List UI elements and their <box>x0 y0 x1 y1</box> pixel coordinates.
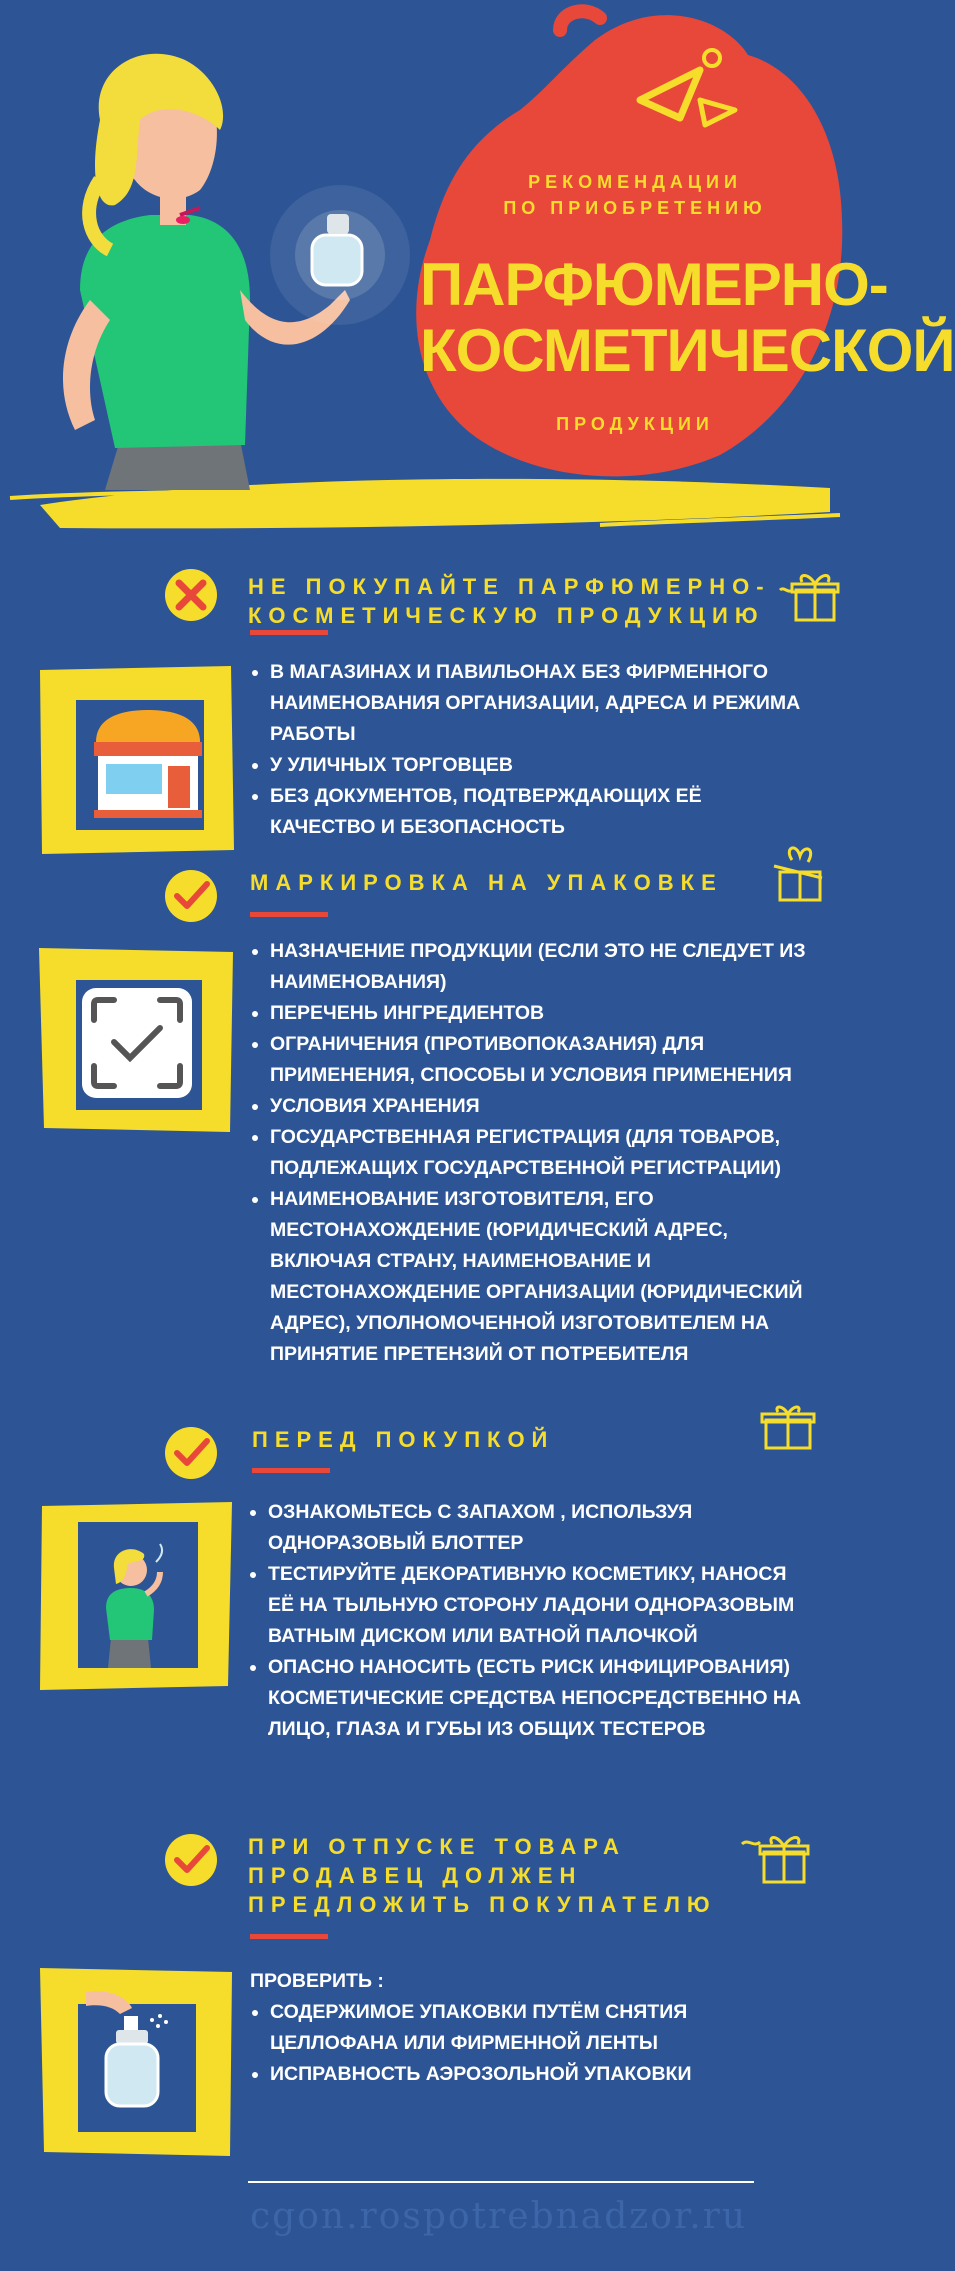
list-item: НАЗНАЧЕНИЕ ПРОДУКЦИИ (ЕСЛИ ЭТО НЕ СЛЕДУЕТ ИЗ НАИМЕНОВАНИЯ) <box>250 936 820 998</box>
list-item: УСЛОВИЯ ХРАНЕНИЯ <box>250 1091 820 1122</box>
list-item: ОГРАНИЧЕНИЯ (ПРОТИВОПОКАЗАНИЯ) ДЛЯ ПРИМЕНЕНИЯ, СПОСОБЫ И УСЛОВИЯ ПРИМЕНЕНИЯ <box>250 1029 820 1091</box>
header-big2: КОСМЕТИЧЕСКОЙ <box>420 317 955 384</box>
check-mark-icon <box>163 1425 219 1481</box>
section2-divider <box>250 912 328 917</box>
gift-icon <box>778 568 840 624</box>
section3-image-frame <box>36 1498 236 1693</box>
woman-perfume-illustration <box>63 54 410 490</box>
scan-check-icon <box>82 988 192 1098</box>
section2-title-line1: МАРКИРОВКА НА УПАКОВКЕ <box>250 870 723 895</box>
list-item: ТЕСТИРУЙТЕ ДЕКОРАТИВНУЮ КОСМЕТИКУ, НАНОСЯ ЕЁ НА ТЫЛЬНУЮ СТОРОНУ ЛАДОНИ ОДНОРАЗОВЫМ ВАТНЫМ ДИСКОМ ИЛИ ВАТНОЙ ПАЛОЧКОЙ <box>248 1559 808 1652</box>
list-item: НАИМЕНОВАНИЕ ИЗГОТОВИТЕЛЯ, ЕГО МЕСТОНАХОЖДЕНИЕ (ЮРИДИЧЕСКИЙ АДРЕС, ВКЛЮЧАЯ СТРАНУ, НАИМЕНОВАНИЕ И МЕСТОНАХОЖДЕНИЕ ОРГАНИЗАЦИИ (ЮРИДИЧЕСКИЙ АДРЕС), УПОЛНОМОЧЕННОЙ ИЗГОТОВИТЕЛЕМ НА ПРИНЯТИЕ ПРЕТЕНЗИЙ ОТ ПОТРЕБИТЕЛЯ <box>250 1184 820 1370</box>
footer-url: cgon.rospotrebnadzor.ru <box>250 2196 748 2237</box>
section1-title <box>248 572 771 630</box>
section3-list <box>248 1497 808 1745</box>
section1-list <box>250 657 810 843</box>
list-item: БЕЗ ДОКУМЕНТОВ, ПОДТВЕРЖДАЮЩИХ ЕЁ КАЧЕСТВО И БЕЗОПАСНОСТЬ <box>250 781 810 843</box>
section1-divider <box>250 630 328 635</box>
gift-icon <box>770 838 830 904</box>
section4-title-line1: ПРИ ОТПУСКЕ ТОВАРА <box>248 1834 626 1859</box>
section3-divider <box>252 1468 330 1473</box>
section4-divider <box>250 1934 328 1939</box>
list-item: ПЕРЕЧЕНЬ ИНГРЕДИЕНТОВ <box>250 998 820 1029</box>
list-item: ИСПРАВНОСТЬ АЭРОЗОЛЬНОЙ УПАКОВКИ <box>250 2059 810 2090</box>
section1-image-frame <box>36 660 236 860</box>
section4-list <box>250 1997 810 2090</box>
section4-title <box>248 1832 717 1919</box>
section2-list <box>250 936 820 1370</box>
shop-icon <box>94 710 202 818</box>
section1-title-line2: КОСМЕТИЧЕСКУЮ ПРОДУКЦИЮ <box>248 603 765 628</box>
list-item: ОЗНАКОМЬТЕСЬ С ЗАПАХОМ , ИСПОЛЬЗУЯ ОДНОРАЗОВЫЙ БЛОТТЕР <box>248 1497 808 1559</box>
list-item: В МАГАЗИНАХ И ПАВИЛЬОНАХ БЕЗ ФИРМЕННОГО НАИМЕНОВАНИЯ ОРГАНИЗАЦИИ, АДРЕСА И РЕЖИМА РАБОТЫ <box>250 657 810 750</box>
section4-title-line3: ПРЕДЛОЖИТЬ ПОКУПАТЕЛЮ <box>248 1892 717 1917</box>
section4-title-line2: ПРОДАВЕЦ ДОЛЖЕН <box>248 1863 583 1888</box>
section2-title <box>250 868 723 897</box>
footer-divider <box>248 2181 754 2183</box>
section4-lead: ПРОВЕРИТЬ : <box>250 1970 384 1992</box>
list-item: ГОСУДАРСТВЕННАЯ РЕГИСТРАЦИЯ (ДЛЯ ТОВАРОВ, ПОДЛЕЖАЩИХ ГОСУДАРСТВЕННОЙ РЕГИСТРАЦИИ) <box>250 1122 820 1184</box>
gift-icon <box>740 1830 810 1886</box>
section3-title <box>252 1425 554 1454</box>
check-mark-icon <box>163 1832 219 1888</box>
x-mark-icon <box>163 567 219 623</box>
list-item: У УЛИЧНЫХ ТОРГОВЦЕВ <box>250 750 810 781</box>
check-mark-icon <box>163 868 219 924</box>
section2-image-frame <box>36 942 236 1137</box>
gift-icon <box>760 1404 816 1452</box>
header-big1: ПАРФЮМЕРНО- <box>420 251 888 318</box>
list-item: СОДЕРЖИМОЕ УПАКОВКИ ПУТЁМ СНЯТИЯ ЦЕЛЛОФАНА ИЛИ ФИРМЕННОЙ ЛЕНТЫ <box>250 1997 810 2059</box>
list-item: ОПАСНО НАНОСИТЬ (ЕСТЬ РИСК ИНФИЦИРОВАНИЯ) КОСМЕТИЧЕСКИЕ СРЕДСТВА НЕПОСРЕДСТВЕННО НА ЛИЦО, ГЛАЗА И ГУБЫ ИЗ ОБЩИХ ТЕСТЕРОВ <box>248 1652 808 1745</box>
section1-title-line1: НЕ ПОКУПАЙТЕ ПАРФЮМЕРНО- <box>248 574 771 599</box>
header-line3: ПРОДУКЦИИ <box>556 414 714 434</box>
section4-image-frame <box>36 1962 236 2162</box>
section3-title-line1: ПЕРЕД ПОКУПКОЙ <box>252 1427 555 1452</box>
header-line2: ПО ПРИОБРЕТЕНИЮ <box>503 198 767 218</box>
header-line1: РЕКОМЕНДАЦИИ <box>528 172 742 192</box>
